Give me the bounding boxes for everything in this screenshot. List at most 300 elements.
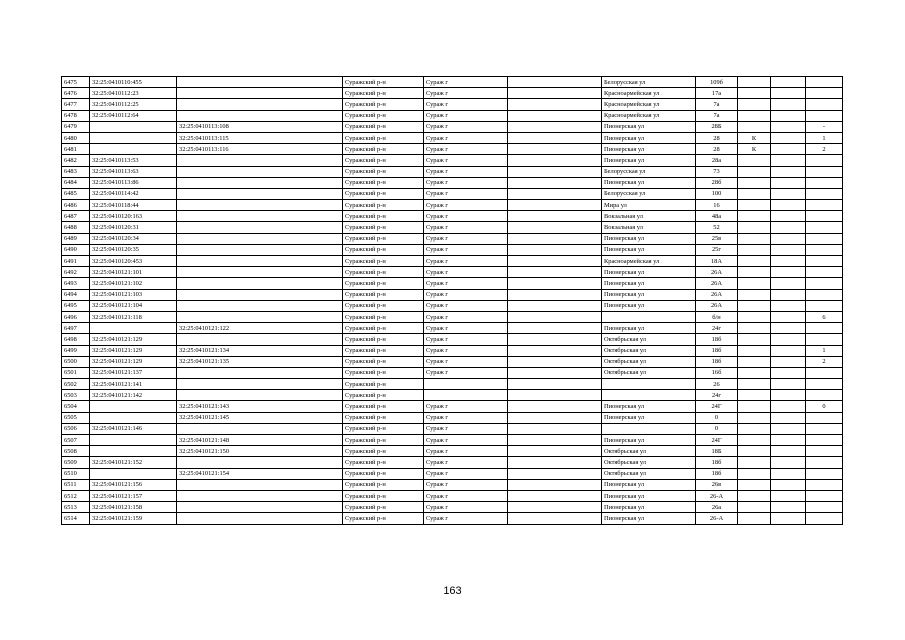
cadastral-number-cell <box>90 468 177 479</box>
unit-number-cell <box>806 423 843 434</box>
cadastral-number-cell <box>90 323 177 334</box>
locality-cell: Сураж г <box>424 479 508 490</box>
sub-cadastral-number-cell: 32:25:0410121:134 <box>177 345 343 356</box>
unit-number-cell: 1 <box>806 345 843 356</box>
street-cell: Пионерская ул <box>602 267 696 278</box>
letter-cell <box>738 446 771 457</box>
locality-cell: Сураж г <box>424 457 508 468</box>
unit-number-cell <box>806 367 843 378</box>
cadastral-number-cell: 32:25:0410121:158 <box>90 502 177 513</box>
unit-number-cell <box>806 244 843 255</box>
row-number-cell: 6508 <box>62 446 90 457</box>
sub-cadastral-number-cell <box>177 99 343 110</box>
street-cell <box>602 311 696 322</box>
unit-number-cell <box>806 211 843 222</box>
street-cell: Пионерская ул <box>602 155 696 166</box>
unit-number-cell <box>806 300 843 311</box>
sub-cadastral-number-cell <box>177 188 343 199</box>
table-row <box>62 479 843 490</box>
unit-number-cell: 0 <box>806 401 843 412</box>
table-row <box>62 356 843 367</box>
street-cell: Октябрьская ул <box>602 367 696 378</box>
cadastral-number-cell: 32:25:0410121:137 <box>90 367 177 378</box>
sub-cadastral-number-cell: 32:25:0410121:150 <box>177 446 343 457</box>
extra-column-cell <box>771 278 806 289</box>
district-cell: Суражский р-н <box>343 435 424 446</box>
house-number-cell: 73 <box>696 166 738 177</box>
locality-cell: Сураж г <box>424 121 508 132</box>
extra-column-cell <box>771 144 806 155</box>
house-number-cell: 26а <box>696 502 738 513</box>
sub-cadastral-number-cell <box>177 88 343 99</box>
cadastral-number-cell <box>90 401 177 412</box>
letter-cell <box>738 367 771 378</box>
cadastral-number-cell: 32:25:0410121:102 <box>90 278 177 289</box>
district-cell: Суражский р-н <box>343 356 424 367</box>
sub-cadastral-number-cell: 32:25:0410121:148 <box>177 435 343 446</box>
letter-cell <box>738 267 771 278</box>
unit-number-cell <box>806 379 843 390</box>
locality-cell: Сураж г <box>424 132 508 143</box>
district-cell: Суражский р-н <box>343 423 424 434</box>
table-row <box>62 412 843 423</box>
row-number-cell: 6491 <box>62 256 90 267</box>
extra-column-cell <box>771 468 806 479</box>
extra-column-cell <box>771 211 806 222</box>
unit-number-cell <box>806 490 843 501</box>
table-row <box>62 99 843 110</box>
district-cell: Суражский р-н <box>343 88 424 99</box>
street-cell: Пионерская ул <box>602 278 696 289</box>
district-cell: Суражский р-н <box>343 468 424 479</box>
cadastral-number-cell <box>90 435 177 446</box>
unit-number-cell: 2 <box>806 144 843 155</box>
sub-cadastral-number-cell <box>177 211 343 222</box>
empty-column-cell <box>508 121 602 132</box>
house-number-cell: 28 <box>696 132 738 143</box>
empty-column-cell <box>508 155 602 166</box>
street-cell: Пионерская ул <box>602 323 696 334</box>
locality-cell: Сураж г <box>424 222 508 233</box>
extra-column-cell <box>771 267 806 278</box>
sub-cadastral-number-cell: 32:25:0410121:122 <box>177 323 343 334</box>
extra-column-cell <box>771 121 806 132</box>
letter-cell <box>738 513 771 524</box>
table-row <box>62 188 843 199</box>
extra-column-cell <box>771 177 806 188</box>
empty-column-cell <box>508 345 602 356</box>
house-number-cell: 26А <box>696 278 738 289</box>
table-row <box>62 211 843 222</box>
letter-cell <box>738 289 771 300</box>
sub-cadastral-number-cell <box>177 256 343 267</box>
row-number-cell: 6493 <box>62 278 90 289</box>
empty-column-cell <box>508 401 602 412</box>
letter-cell <box>738 401 771 412</box>
sub-cadastral-number-cell <box>177 423 343 434</box>
district-cell: Суражский р-н <box>343 278 424 289</box>
extra-column-cell <box>771 256 806 267</box>
row-number-cell: 6479 <box>62 121 90 132</box>
cadastral-number-cell: 32:25:0410118:44 <box>90 200 177 211</box>
letter-cell <box>738 278 771 289</box>
sub-cadastral-number-cell: 32:25:0410121:145 <box>177 412 343 423</box>
unit-number-cell <box>806 390 843 401</box>
row-number-cell: 6482 <box>62 155 90 166</box>
extra-column-cell <box>771 401 806 412</box>
letter-cell <box>738 88 771 99</box>
unit-number-cell <box>806 200 843 211</box>
district-cell: Суражский р-н <box>343 401 424 412</box>
letter-cell <box>738 166 771 177</box>
house-number-cell: 28Б <box>696 121 738 132</box>
empty-column-cell <box>508 356 602 367</box>
row-number-cell: 6484 <box>62 177 90 188</box>
empty-column-cell <box>508 177 602 188</box>
row-number-cell: 6506 <box>62 423 90 434</box>
locality-cell: Сураж г <box>424 513 508 524</box>
empty-column-cell <box>508 502 602 513</box>
house-number-cell: 26-А <box>696 490 738 501</box>
street-cell: Пионерская ул <box>602 289 696 300</box>
unit-number-cell <box>806 256 843 267</box>
row-number-cell: 6478 <box>62 110 90 121</box>
letter-cell: К <box>738 144 771 155</box>
letter-cell <box>738 311 771 322</box>
district-cell: Суражский р-н <box>343 144 424 155</box>
table-row <box>62 334 843 345</box>
extra-column-cell <box>771 155 806 166</box>
row-number-cell: 6497 <box>62 323 90 334</box>
extra-column-cell <box>771 99 806 110</box>
empty-column-cell <box>508 267 602 278</box>
row-number-cell: 6487 <box>62 211 90 222</box>
locality-cell: Сураж г <box>424 256 508 267</box>
extra-column-cell <box>771 390 806 401</box>
district-cell: Суражский р-н <box>343 110 424 121</box>
letter-cell <box>738 490 771 501</box>
street-cell: Пионерская ул <box>602 479 696 490</box>
row-number-cell: 6503 <box>62 390 90 401</box>
sub-cadastral-number-cell: 32:25:0410113:108 <box>177 121 343 132</box>
locality-cell: Сураж г <box>424 323 508 334</box>
house-number-cell: 48а <box>696 211 738 222</box>
street-cell <box>602 379 696 390</box>
locality-cell: Сураж г <box>424 77 508 88</box>
table-row <box>62 244 843 255</box>
row-number-cell: 6513 <box>62 502 90 513</box>
empty-column-cell <box>508 412 602 423</box>
unit-number-cell: 6 <box>806 311 843 322</box>
empty-column-cell <box>508 211 602 222</box>
extra-column-cell <box>771 423 806 434</box>
extra-column-cell <box>771 356 806 367</box>
locality-cell: Сураж г <box>424 446 508 457</box>
locality-cell: Сураж г <box>424 401 508 412</box>
street-cell: Пионерская ул <box>602 435 696 446</box>
table-row <box>62 289 843 300</box>
extra-column-cell <box>771 289 806 300</box>
house-number-cell: 0 <box>696 423 738 434</box>
unit-number-cell <box>806 222 843 233</box>
letter-cell <box>738 423 771 434</box>
empty-column-cell <box>508 490 602 501</box>
district-cell: Суражский р-н <box>343 457 424 468</box>
unit-number-cell <box>806 188 843 199</box>
letter-cell <box>738 457 771 468</box>
street-cell: Октябрьская ул <box>602 457 696 468</box>
extra-column-cell <box>771 233 806 244</box>
cadastral-number-cell: 32:25:0410121:103 <box>90 289 177 300</box>
empty-column-cell <box>508 166 602 177</box>
table-row <box>62 490 843 501</box>
locality-cell: Сураж г <box>424 267 508 278</box>
house-number-cell: 18б <box>696 468 738 479</box>
sub-cadastral-number-cell <box>177 222 343 233</box>
locality-cell: Сураж г <box>424 367 508 378</box>
extra-column-cell <box>771 435 806 446</box>
district-cell: Суражский р-н <box>343 502 424 513</box>
locality-cell: Сураж г <box>424 502 508 513</box>
street-cell: Пионерская ул <box>602 244 696 255</box>
letter-cell <box>738 177 771 188</box>
street-cell: Вокзальная ул <box>602 222 696 233</box>
row-number-cell: 6510 <box>62 468 90 479</box>
unit-number-cell <box>806 323 843 334</box>
extra-column-cell <box>771 88 806 99</box>
house-number-cell: 16б <box>696 367 738 378</box>
locality-cell: Сураж г <box>424 200 508 211</box>
unit-number-cell <box>806 457 843 468</box>
house-number-cell: 7а <box>696 99 738 110</box>
table-row <box>62 132 843 143</box>
cadastral-number-cell: 32:25:0410114:42 <box>90 188 177 199</box>
street-cell: Пионерская ул <box>602 502 696 513</box>
table-row <box>62 435 843 446</box>
locality-cell: Сураж г <box>424 334 508 345</box>
cadastral-number-cell <box>90 132 177 143</box>
table-row <box>62 166 843 177</box>
empty-column-cell <box>508 200 602 211</box>
sub-cadastral-number-cell: 32:25:0410121:154 <box>177 468 343 479</box>
row-number-cell: 6504 <box>62 401 90 412</box>
street-cell: Красноармейская ул <box>602 99 696 110</box>
table-row <box>62 423 843 434</box>
unit-number-cell <box>806 155 843 166</box>
sub-cadastral-number-cell <box>177 367 343 378</box>
cadastral-number-cell: 32:25:0410121:129 <box>90 356 177 367</box>
letter-cell <box>738 356 771 367</box>
street-cell: Октябрьская ул <box>602 345 696 356</box>
locality-cell: Сураж г <box>424 356 508 367</box>
letter-cell <box>738 211 771 222</box>
district-cell: Суражский р-н <box>343 323 424 334</box>
street-cell: Мира ул <box>602 200 696 211</box>
cadastral-number-cell: 32:25:0410121:157 <box>90 490 177 501</box>
street-cell: Красноармейская ул <box>602 256 696 267</box>
house-number-cell: 26в <box>696 479 738 490</box>
empty-column-cell <box>508 423 602 434</box>
unit-number-cell <box>806 479 843 490</box>
empty-column-cell <box>508 334 602 345</box>
house-number-cell: 28 <box>696 144 738 155</box>
letter-cell <box>738 479 771 490</box>
cadastral-number-cell: 32:25:0410121:101 <box>90 267 177 278</box>
extra-column-cell <box>771 244 806 255</box>
locality-cell: Сураж г <box>424 311 508 322</box>
empty-column-cell <box>508 300 602 311</box>
row-number-cell: 6511 <box>62 479 90 490</box>
street-cell: Пионерская ул <box>602 144 696 155</box>
district-cell: Суражский р-н <box>343 99 424 110</box>
extra-column-cell <box>771 77 806 88</box>
sub-cadastral-number-cell: 32:25:0410121:135 <box>177 356 343 367</box>
unit-number-cell <box>806 177 843 188</box>
house-number-cell: 17а <box>696 88 738 99</box>
street-cell: Пионерская ул <box>602 412 696 423</box>
letter-cell <box>738 77 771 88</box>
locality-cell: Сураж г <box>424 166 508 177</box>
unit-number-cell <box>806 468 843 479</box>
empty-column-cell <box>508 457 602 468</box>
row-number-cell: 6500 <box>62 356 90 367</box>
street-cell: Октябрьская ул <box>602 446 696 457</box>
row-number-cell: 6475 <box>62 77 90 88</box>
unit-number-cell <box>806 412 843 423</box>
district-cell: Суражский р-н <box>343 289 424 300</box>
sub-cadastral-number-cell <box>177 513 343 524</box>
house-number-cell: 26А <box>696 289 738 300</box>
cadastral-table <box>61 76 843 525</box>
table-row <box>62 177 843 188</box>
street-cell: Пионерская ул <box>602 401 696 412</box>
district-cell: Суражский р-н <box>343 513 424 524</box>
locality-cell: Сураж г <box>424 435 508 446</box>
house-number-cell: 24Г <box>696 435 738 446</box>
cadastral-number-cell: 32:25:0410121:129 <box>90 334 177 345</box>
sub-cadastral-number-cell <box>177 334 343 345</box>
table-row <box>62 121 843 132</box>
street-cell: Пионерская ул <box>602 177 696 188</box>
table-row <box>62 311 843 322</box>
table-row <box>62 345 843 356</box>
district-cell: Суражский р-н <box>343 367 424 378</box>
sub-cadastral-number-cell: 32:25:0410113:116 <box>177 144 343 155</box>
letter-cell: К <box>738 132 771 143</box>
locality-cell: Сураж г <box>424 211 508 222</box>
cadastral-number-cell: 32:25:0410121:142 <box>90 390 177 401</box>
unit-number-cell <box>806 446 843 457</box>
cadastral-number-cell: 32:25:0410121:129 <box>90 345 177 356</box>
street-cell: Пионерская ул <box>602 233 696 244</box>
locality-cell: Сураж г <box>424 244 508 255</box>
empty-column-cell <box>508 435 602 446</box>
sub-cadastral-number-cell <box>177 244 343 255</box>
letter-cell <box>738 435 771 446</box>
unit-number-cell <box>806 233 843 244</box>
empty-column-cell <box>508 244 602 255</box>
empty-column-cell <box>508 132 602 143</box>
extra-column-cell <box>771 166 806 177</box>
cadastral-number-cell: 32:25:0410120:163 <box>90 211 177 222</box>
district-cell: Суражский р-н <box>343 345 424 356</box>
table-row <box>62 379 843 390</box>
extra-column-cell <box>771 334 806 345</box>
letter-cell <box>738 256 771 267</box>
empty-column-cell <box>508 233 602 244</box>
table-row <box>62 468 843 479</box>
letter-cell <box>738 412 771 423</box>
unit-number-cell <box>806 99 843 110</box>
extra-column-cell <box>771 188 806 199</box>
empty-column-cell <box>508 188 602 199</box>
row-number-cell: 6495 <box>62 300 90 311</box>
street-cell <box>602 390 696 401</box>
district-cell: Суражский р-н <box>343 211 424 222</box>
empty-column-cell <box>508 311 602 322</box>
row-number-cell: 6494 <box>62 289 90 300</box>
unit-number-cell: 2 <box>806 356 843 367</box>
street-cell: Белорусская ул <box>602 166 696 177</box>
empty-column-cell <box>508 446 602 457</box>
letter-cell <box>738 244 771 255</box>
sub-cadastral-number-cell: 32:25:0410113:115 <box>177 132 343 143</box>
row-number-cell: 6489 <box>62 233 90 244</box>
table-row <box>62 513 843 524</box>
table-row <box>62 233 843 244</box>
row-number-cell: 6499 <box>62 345 90 356</box>
letter-cell <box>738 155 771 166</box>
locality-cell: Сураж г <box>424 300 508 311</box>
house-number-cell: 18б <box>696 457 738 468</box>
sub-cadastral-number-cell: 32:25:0410121:143 <box>177 401 343 412</box>
empty-column-cell <box>508 367 602 378</box>
house-number-cell: 7а <box>696 110 738 121</box>
house-number-cell: 28а <box>696 155 738 166</box>
table-row <box>62 446 843 457</box>
street-cell: Пионерская ул <box>602 121 696 132</box>
extra-column-cell <box>771 222 806 233</box>
row-number-cell: 6501 <box>62 367 90 378</box>
district-cell: Суражский р-н <box>343 155 424 166</box>
locality-cell: Сураж г <box>424 188 508 199</box>
cadastral-number-cell: 32:25:0410121:152 <box>90 457 177 468</box>
letter-cell <box>738 233 771 244</box>
house-number-cell: 16 <box>696 200 738 211</box>
district-cell: Суражский р-н <box>343 256 424 267</box>
sub-cadastral-number-cell <box>177 289 343 300</box>
locality-cell: Сураж г <box>424 233 508 244</box>
locality-cell: Сураж г <box>424 88 508 99</box>
house-number-cell: б/н <box>696 311 738 322</box>
locality-cell: Сураж г <box>424 177 508 188</box>
table-row <box>62 110 843 121</box>
table-row <box>62 88 843 99</box>
street-cell: Пионерская ул <box>602 490 696 501</box>
street-cell: Вокзальная ул <box>602 211 696 222</box>
cadastral-number-cell: 32:25:0410112:64 <box>90 110 177 121</box>
cadastral-number-cell: 32:25:0410120:35 <box>90 244 177 255</box>
locality-cell: Сураж г <box>424 490 508 501</box>
street-cell: Октябрьская ул <box>602 356 696 367</box>
extra-column-cell <box>771 132 806 143</box>
table-row <box>62 256 843 267</box>
district-cell: Суражский р-н <box>343 222 424 233</box>
table-row <box>62 267 843 278</box>
extra-column-cell <box>771 479 806 490</box>
district-cell: Суражский р-н <box>343 244 424 255</box>
street-cell: Белорусская ул <box>602 188 696 199</box>
